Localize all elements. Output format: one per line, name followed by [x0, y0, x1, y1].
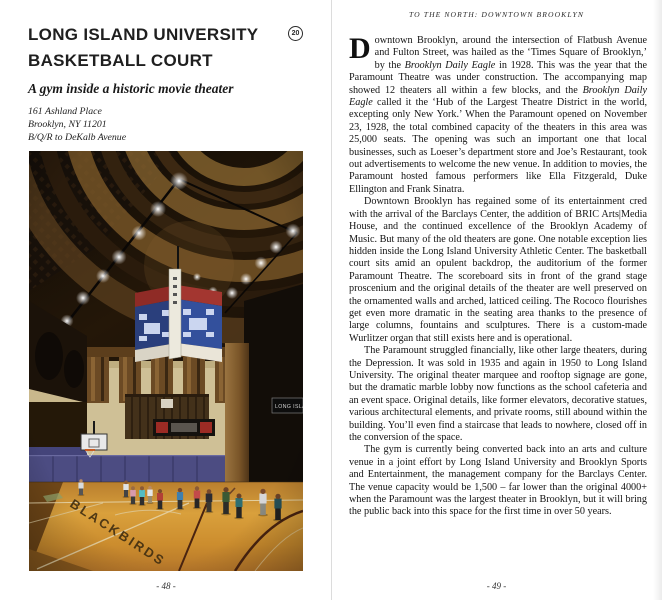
body-paragraphs — [349, 32, 647, 519]
page-edge-shadow — [653, 0, 662, 600]
paragraph: Downtown Brooklyn, around the intersection of Flatbush Avenue and Fulton Street, was hailed as the ‘Times Square of Brooklyn,’ by the Brooklyn Daily Eagle in 1928. This was the year that the Paramount Theatre was under construction. The accompanying map showed 12 theaters all within a few blocks, and the Brooklyn Daily Eagle called it the ‘Hub of the Largest Theatre District in the world, excepting only New York.’ When the Paramount opened on November 23, 1928, the total combined capacity of the theaters in this area was 25,000 seats. The opening was such an important one that local businesses, such as Loeser’s department store and Joe’s Restaurant, took out advertisements to welcome the new venue. In addition to movies, the Paramount hosted famous performers like Ella Fitzgerald, Duke Ellington and Frank Sinatra. — [349, 32, 647, 195]
address-block — [28, 106, 126, 144]
chapter-number: 20 — [291, 30, 300, 37]
address-city: Brooklyn, NY 11201 — [28, 118, 107, 130]
address-subway: B/Q/R to DeKalb Avenue — [28, 131, 127, 143]
page-number-left: - 48 - — [156, 581, 176, 591]
subtitle: A gym inside a historic movie theater — [28, 81, 234, 96]
title-line-2: BASKETBALL COURT — [28, 51, 213, 70]
paragraph: Downtown Brooklyn has regained some of its entertainment cred with the arrival of the Barclays Center, the addition of BRIC Arts|Media House, and the continued excellence of the Brooklyn Academy of Music. But many of the old theaters are gone. One notable exception lies hidden inside the Long Island University Athletic Center. The basketball court sits amid an opulent backdrop, the auditorium of the former Paramount Theatre. The scoreboard sits in front of the grand stage proscenium and the original details of the theater are well preserved on the ornamented walls and arched, latticed ceiling. The Rococo flourishes get even more dramatic in the seating area thanks to the presence of large columns, fountains and sculptures. There is a custom-made Wurlitzer organ that still exists here and is operational. — [349, 196, 647, 344]
page-title — [28, 22, 288, 74]
right-page — [331, 0, 662, 600]
drop-cap: D — [349, 32, 371, 65]
page-number-right: - 49 - — [486, 581, 507, 591]
address-street: 161 Ashland Place — [28, 106, 102, 117]
title-line-1: LONG ISLAND UNIVERSITY — [28, 25, 259, 44]
paragraph: The Paramount struggled financially, like other large theaters, during the Depression. It was sold in 1935 and again in 1950 to Long Island University. The original theater marquee and rooftop signage are gone, but the dramatic marble lobby now functions as the school cafeteria and an event space. Original details, like former elevators, decorative statues, various architectural elements, and private rooms, still abound within the building. You’ll even find a staircase that leads to nowhere, closed off in the conversion of the space. — [349, 345, 647, 443]
paragraph: The gym is currently being converted back into an arts and culture venue in a joint effort by Long Island University and Brooklyn Sports and Entertainment, the management company for the Barclays Center. The venue capacity would be 1,500 – far lower than the original 4000+ when the Paramount was the largest theater in Brooklyn, but it will bring the public back into this space for the first time in over 50 years. — [349, 444, 647, 518]
photo-vignette — [29, 151, 303, 571]
chapter-number-badge — [288, 26, 303, 41]
running-header: TO THE NORTH: DOWNTOWN BROOKLYN — [408, 10, 585, 19]
court-photo — [29, 151, 303, 571]
